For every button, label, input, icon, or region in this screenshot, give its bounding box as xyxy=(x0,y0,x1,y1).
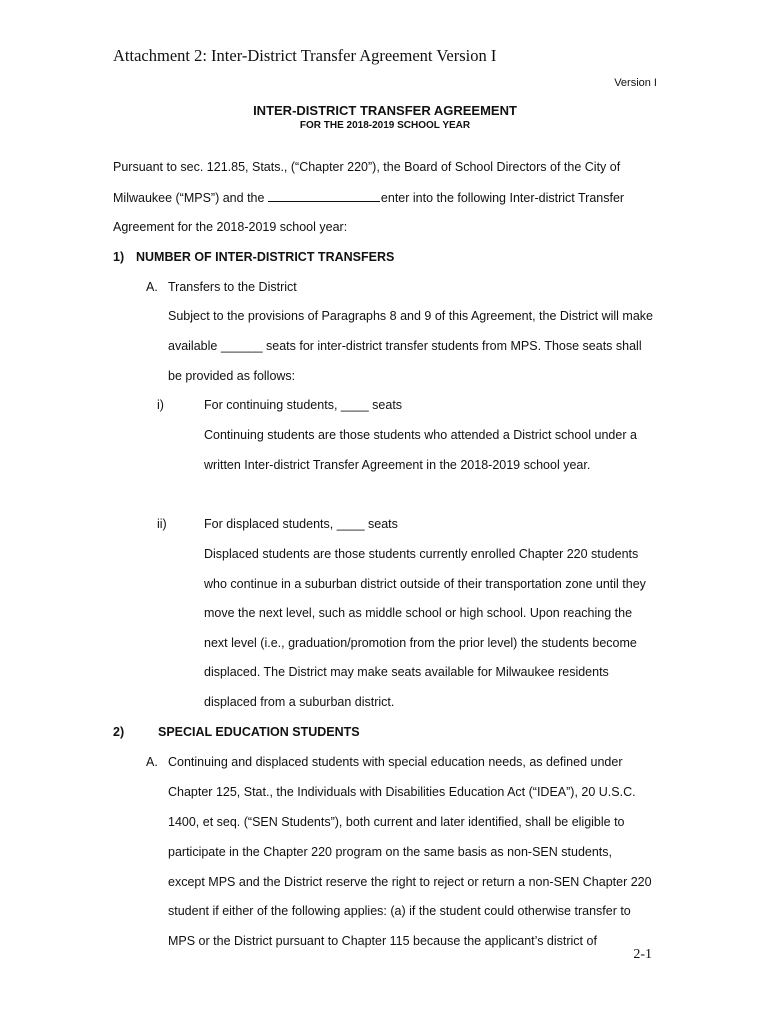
section-2a-line: participate in the Chapter 220 program on the same basis as non-SEN students, xyxy=(168,845,613,859)
section-1a-ii-line: Displaced students are those students currently enrolled Chapter 220 students xyxy=(204,547,639,561)
section-2a-line: except MPS and the District reserve the right to reject or return a non-SEN Chapter 220 xyxy=(168,875,652,889)
section-2a-label: A. xyxy=(146,755,158,769)
section-2-number: 2) xyxy=(113,725,125,739)
district-name-blank xyxy=(268,190,380,202)
section-1a-heading: Transfers to the District xyxy=(168,280,297,294)
section-2a-line: 1400, et seq. (“SEN Students”), both current and later identified, shall be eligible to xyxy=(168,815,625,829)
section-1-number: 1) xyxy=(113,250,125,264)
attachment-header: Attachment 2: Inter-District Transfer Agreement Version I xyxy=(113,46,497,65)
section-2a-line: student if either of the following applies: (a) if the student could otherwise transfer to xyxy=(168,904,631,918)
section-1-heading: NUMBER OF INTER-DISTRICT TRANSFERS xyxy=(136,250,395,264)
section-1a-label: A. xyxy=(146,280,158,294)
document-title: INTER-DISTRICT TRANSFER AGREEMENT xyxy=(253,103,517,118)
section-1a-ii-heading: For displaced students, ____ seats xyxy=(204,517,398,531)
section-1a-ii-line: move the next level, such as middle school or high school. Upon reaching the xyxy=(204,606,633,620)
version-label: Version I xyxy=(614,77,657,89)
intro-line-2 xyxy=(113,190,624,205)
section-1a-i-line: written Inter-district Transfer Agreement in the 2018-2019 school year. xyxy=(204,458,591,472)
intro-line-3: Agreement for the 2018-2019 school year: xyxy=(113,220,348,234)
section-1a-line: available ______ seats for inter-district transfer students from MPS. Those seats shall xyxy=(168,339,642,353)
document-subtitle: FOR THE 2018-2019 SCHOOL YEAR xyxy=(299,120,471,131)
section-1a-ii-line: next level (i.e., graduation/promotion from the prior level) the students become xyxy=(204,636,637,650)
section-1a-line: Subject to the provisions of Paragraphs 8 and 9 of this Agreement, the District will make xyxy=(168,309,653,323)
section-1a-line: be provided as follows: xyxy=(168,369,296,383)
section-1a-ii-label: ii) xyxy=(157,517,167,531)
section-1a-i-label: i) xyxy=(157,398,164,412)
section-2-heading: SPECIAL EDUCATION STUDENTS xyxy=(158,725,360,739)
page-number: 2-1 xyxy=(633,947,652,962)
section-1a-i-heading: For continuing students, ____ seats xyxy=(204,398,403,412)
section-1a-ii-line: displaced from a suburban district. xyxy=(204,695,395,709)
section-1a-i-line: Continuing students are those students who attended a District school under a xyxy=(204,428,637,442)
section-1a-ii-line: who continue in a suburban district outside of their transportation zone until they xyxy=(204,577,646,591)
section-2a-line: Chapter 125, Stat., the Individuals with Disabilities Education Act (“IDEA”), 20 U.S.C. xyxy=(168,785,636,799)
intro-line-2-end: enter into the following Inter-district Transfer xyxy=(380,191,625,205)
intro-line-1: Pursuant to sec. 121.85, Stats., (“Chapter 220”), the Board of School Directors of the City of xyxy=(113,160,621,174)
section-1a-ii-line: displaced. The District may make seats available for Milwaukee residents xyxy=(204,665,609,679)
section-2a-line: MPS or the District pursuant to Chapter 115 because the applicant’s district of xyxy=(168,934,597,948)
section-2a-first-line: Continuing and displaced students with special education needs, as defined under xyxy=(168,755,623,769)
intro-line-2-start: Milwaukee (“MPS”) and the xyxy=(113,191,268,205)
